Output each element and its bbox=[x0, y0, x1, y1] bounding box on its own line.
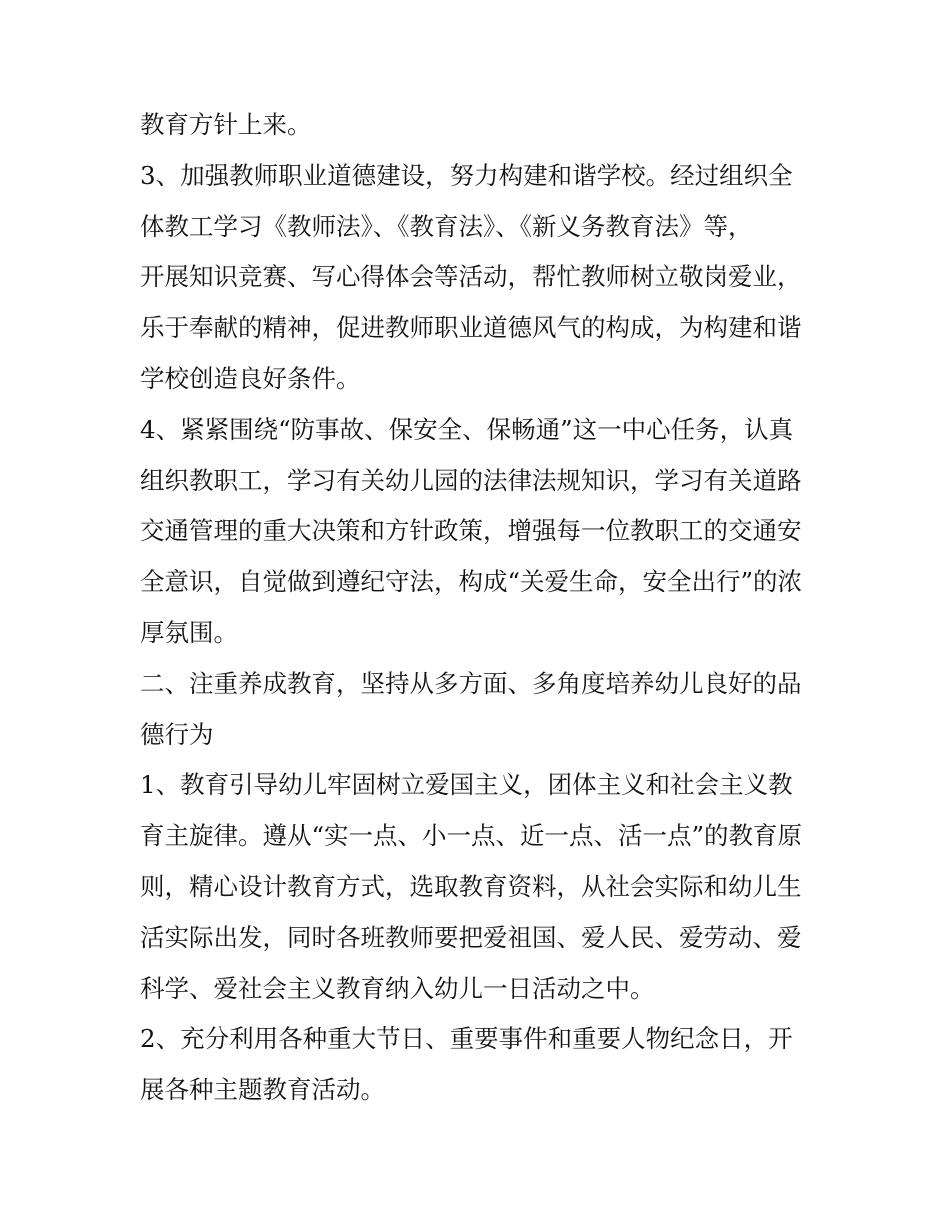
text-line: 则，精心设计教育方式，选取教育资料，从社会实际和幼儿生 bbox=[140, 871, 802, 901]
text-line: 学校创造良好条件。 bbox=[140, 363, 361, 393]
text-line: 1、教育引导幼儿牢固树立爱国主义，团体主义和社会主义教 bbox=[140, 770, 793, 800]
text-line: 乐于奉献的精神，促进教师职业道德风气的构成，为构建和谐 bbox=[140, 313, 802, 343]
section-heading-2 bbox=[140, 659, 820, 761]
paragraph-item-1-patriotism bbox=[140, 760, 820, 1014]
text-line: 4、紧紧围绕“防事故、保安全、保畅通”这一中心任务，认真 bbox=[140, 414, 794, 444]
text-line: 二、注重养成教育，坚持从多方面、多角度培养幼儿良好的品 bbox=[140, 668, 802, 698]
text-line: 开展知识竞赛、写心得体会等活动，帮忙教师树立敬岗爱业， bbox=[140, 262, 802, 292]
text-line: 育主旋律。遵从“实一点、小一点、近一点、活一点”的教育原 bbox=[140, 821, 803, 851]
text-line: 体教工学习《教师法》、《教育法》、《新义务教育法》等， bbox=[140, 211, 753, 241]
text-line: 3、加强教师职业道德建设，努力构建和谐学校。经过组织全 bbox=[140, 160, 793, 190]
text-line: 组织教职工，学习有关幼儿园的法律法规知识，学习有关道路 bbox=[140, 465, 802, 495]
paragraph-intro-tail bbox=[140, 100, 820, 151]
text-line: 科学、爱社会主义教育纳入幼儿一日活动之中。 bbox=[140, 973, 655, 1003]
text-line: 活实际出发，同时各班教师要把爱祖国、爱人民、爱劳动、爱 bbox=[140, 922, 802, 952]
text-line: 厚氛围。 bbox=[140, 617, 238, 647]
paragraph-item-2-holidays bbox=[140, 1014, 820, 1116]
text-line: 2、充分利用各种重大节日、重要事件和重要人物纪念日，开 bbox=[140, 1024, 793, 1054]
paragraph-item-4-safety bbox=[140, 405, 820, 659]
document-page bbox=[140, 100, 820, 1116]
text-line: 交通管理的重大决策和方针政策，增强每一位教职工的交通安 bbox=[140, 516, 802, 546]
text-line: 教育方针上来。 bbox=[140, 110, 312, 139]
text-line: 全意识，自觉做到遵纪守法，构成“关爱生命，安全出行”的浓 bbox=[140, 567, 803, 597]
paragraph-item-3-ethics bbox=[140, 151, 820, 405]
text-line: 展各种主题教育活动。 bbox=[140, 1075, 385, 1105]
text-line: 德行为 bbox=[140, 719, 214, 749]
